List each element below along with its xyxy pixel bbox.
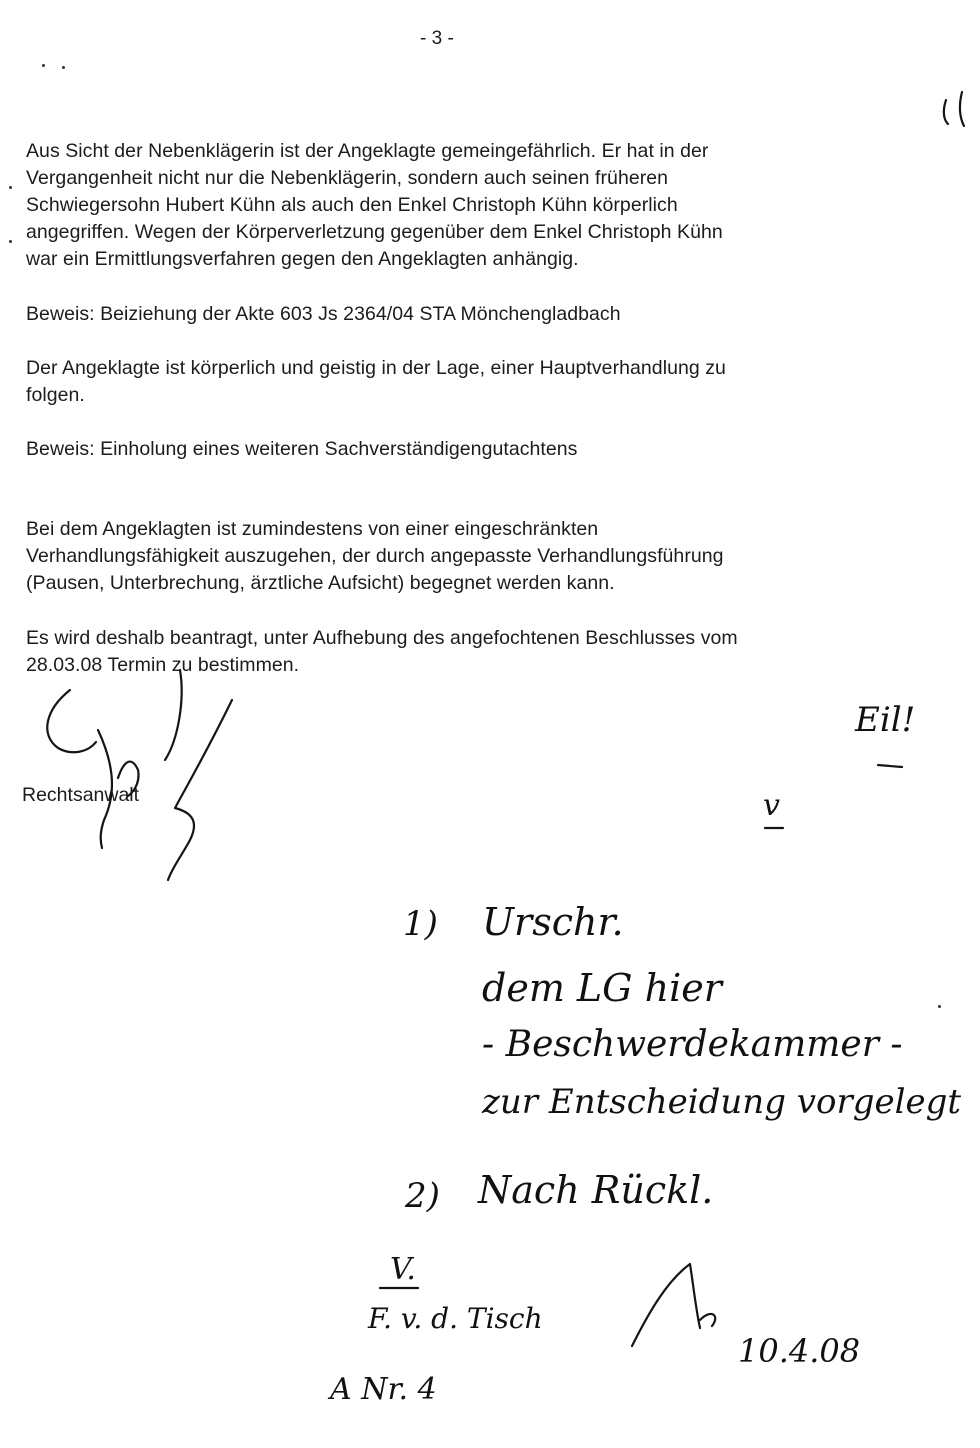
signature-label: Rechtsanwalt <box>22 784 140 806</box>
paragraph-motion: Es wird deshalb beantragt, unter Aufhebung des angefochtenen Beschlusses vom 28.03.08 Termin zu bestimmen. <box>26 627 738 676</box>
handwritten-v-mark: v <box>763 788 780 823</box>
paragraph-evidence-expert: Beweis: Einholung eines weiteren Sachverständigengutachtens <box>26 438 578 460</box>
scan-speckle <box>9 240 12 243</box>
handwritten-eil: Eil! <box>855 700 916 740</box>
page-number: - 3 - <box>420 28 454 49</box>
paragraph-fit-for-trial: Der Angeklagte ist körperlich und geistig in der Lage, einer Hauptverhandlung zu folgen. <box>26 357 726 406</box>
paragraph-evidence-file: Beweis: Beiziehung der Akte 603 Js 2364/04 STA Mönchengladbach <box>26 303 621 325</box>
scan-speckle <box>62 66 65 69</box>
handwritten-note1-line3: - Beschwerdekammer - <box>482 1024 903 1065</box>
handwritten-note1-line1: Urschr. <box>482 900 624 944</box>
paragraph-danger: Aus Sicht der Nebenklägerin ist der Angeklagte gemeingefährlich. Er hat in der Vergangenheit nicht nur die Nebenklägerin, sondern auch seinen früheren Schwiegersohn Hubert Kühn als auch den Enkel Christoph Kühn körperlich angegriffen. Wegen der Körperverletzung gegenüber dem Enkel Christoph Kühn war ein Ermittlungsverfahren gegen den Angeklagten anhängig. <box>26 140 723 270</box>
handwritten-vfg: V. <box>390 1252 416 1287</box>
initials-mark <box>632 1264 700 1346</box>
handwritten-date: 10.4.08 <box>738 1332 861 1370</box>
handwritten-note2-number: 2) <box>405 1176 440 1216</box>
scan-speckle <box>42 64 45 67</box>
handwritten-note1-line2: dem LG hier <box>482 966 722 1010</box>
paragraph-limited-capacity: Bei dem Angeklagten ist zumindestens von einer eingeschränkten Verhandlungsfähigkeit auszugehen, der durch angepasste Verhandlungsführung (Pausen, Unterbrechung, ärztliche Aufsicht) begegnet werden kann. <box>26 518 724 594</box>
scan-speckle <box>938 1005 941 1008</box>
handwritten-from-desk: F. v. d. Tisch <box>368 1302 543 1335</box>
handwritten-note1-number: 1) <box>403 904 438 944</box>
lawyer-signature <box>47 690 96 752</box>
handwritten-note2-line: Nach Rückl. <box>478 1168 714 1212</box>
handwritten-note1-line4: zur Entscheidung vorgelegt <box>482 1082 962 1122</box>
handwritten-bottom-note: A Nr. 4 <box>330 1372 437 1407</box>
scan-speckle <box>9 186 12 189</box>
